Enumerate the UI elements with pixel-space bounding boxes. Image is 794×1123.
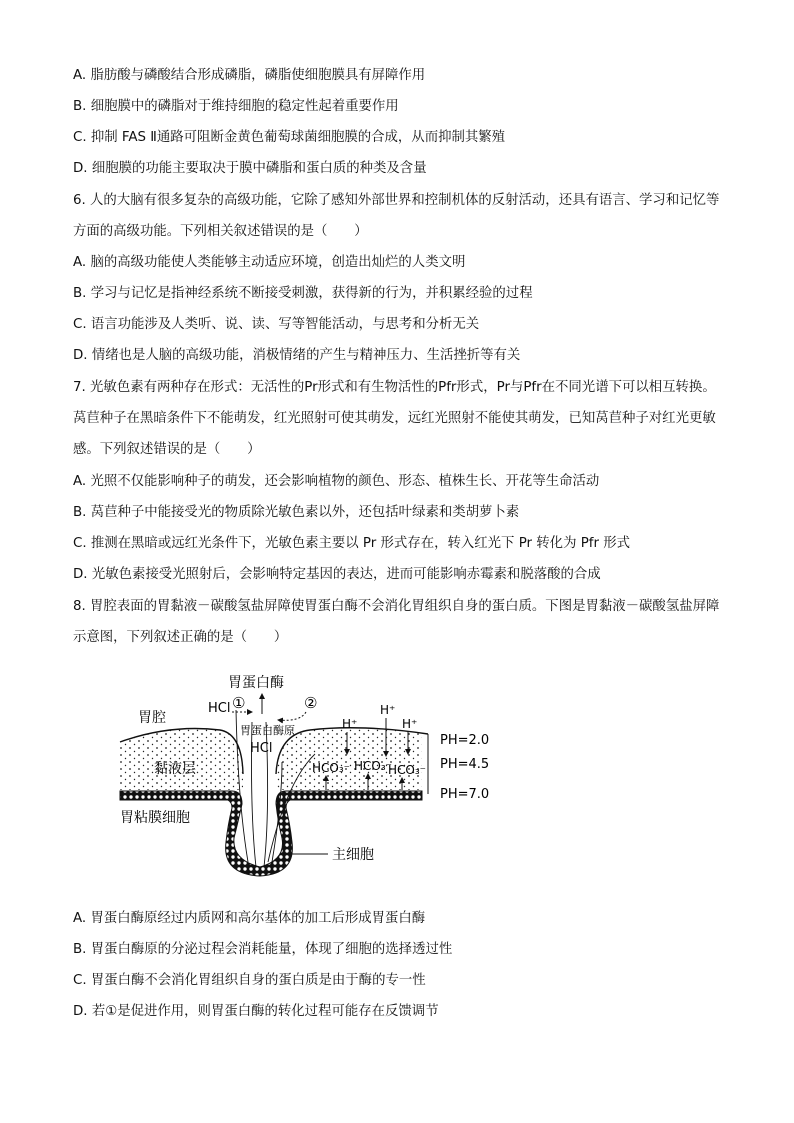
q7-option-b: B. 莴苣种子中能接受光的物质除光敏色素以外，还包括叶绿素和类胡萝卜素 <box>73 505 520 520</box>
q7-option-a: A. 光照不仅能影响种子的萌发，还会影响植物的颜色、形态、植株生长、开花等生命活动 <box>73 474 600 489</box>
h-ion-1: H⁺ <box>342 717 358 731</box>
q6-stem: 6. 人的大脑有很多复杂的高级功能，它除了感知外部世界和控制机体的反射活动，还具有语言、学习和记忆等方面的高级功能。下列相关叙述错误的是（ ） <box>73 193 720 239</box>
epithelial-band <box>120 791 422 876</box>
q6-option-c: C. 语言功能涉及人类听、说、读、写等智能活动，与思考和分析无关 <box>73 317 480 332</box>
feedback-arrow <box>278 712 306 720</box>
q5-option-a: A. 脂肪酸与磷酸结合形成磷脂，磷脂使细胞膜具有屏障作用 <box>73 68 426 83</box>
q8-option-b: B. 胃蛋白酶原的分泌过程会消耗能量，体现了细胞的选择透过性 <box>73 942 453 957</box>
q7-option-d: D. 光敏色素接受光照射后，会影响特定基因的表达，进而可能影响赤霉素和脱落酸的合成 <box>73 567 601 582</box>
h-ion-3: H⁺ <box>402 717 418 731</box>
q6-option-a: A. 脑的高级功能使人类能够主动适应环境，创造出灿烂的人类文明 <box>73 255 466 270</box>
q6-option-d: D. 情绪也是人脑的高级功能，消极情绪的产生与精神压力、生活挫折等有关 <box>73 348 521 363</box>
q8-option-a: A. 胃蛋白酶原经过内质网和高尔基体的加工后形成胃蛋白酶 <box>73 911 426 926</box>
ph-top: PH=2.0 <box>440 733 490 748</box>
ph-mid: PH=4.5 <box>440 757 490 772</box>
bicarbonate-1: HCO₃⁻ <box>312 761 350 775</box>
gastric-barrier-figure <box>110 662 510 897</box>
hcl-center-label: HCl <box>250 741 273 756</box>
hcl-left-label: HCl <box>208 701 231 716</box>
mucus-layer-region <box>120 729 243 791</box>
q6-option-b: B. 学习与记忆是指神经系统不断接受刺激，获得新的行为，并积累经验的过程 <box>73 286 533 301</box>
q8-option-c: C. 胃蛋白酶不会消化胃组织自身的蛋白质是由于酶的专一性 <box>73 973 426 988</box>
q7-option-c: C. 推测在黑暗或远红光条件下，光敏色素主要以 Pr 形式存在，转入红光下 Pr 转化为 Pfr 形式 <box>73 536 631 551</box>
chief-cell-label: 主细胞 <box>332 847 374 863</box>
q8-option-d: D. 若①是促进作用，则胃蛋白酶的转化过程可能存在反馈调节 <box>73 1004 439 1019</box>
pepsin-label: 胃蛋白酶 <box>228 675 284 691</box>
circle-1: ① <box>232 694 246 712</box>
pepsinogen-label: 胃蛋白酶原 <box>240 724 295 737</box>
q5-option-d: D. 细胞膜的功能主要取决于膜中磷脂和蛋白质的种类及含量 <box>73 161 427 176</box>
ph-bottom: PH=7.0 <box>440 787 490 802</box>
stomach-cavity-label: 胃腔 <box>138 710 166 726</box>
bicarbonate-3: HCO₃⁻ <box>388 763 426 777</box>
circle-2: ② <box>304 694 318 712</box>
h-ion-2: H⁺ <box>380 703 396 717</box>
mucosa-cell-label: 胃粘膜细胞 <box>120 810 190 826</box>
bicarbonate-2: HCO₃⁻ <box>354 759 392 773</box>
q7-stem: 7. 光敏色素有两种存在形式：无活性的Pr形式和有生物活性的Pfr形式，Pr与Pfr在不同光谱下可以相互转换。莴苣种子在黑暗条件下不能萌发，红光照射可使其萌发，远红光照射不能使其萌发，已知莴苣种子对红光更敏感。下列叙述错误的是（ ） <box>73 380 716 457</box>
q5-option-b: B. 细胞膜中的磷脂对于维持细胞的稳定性起着重要作用 <box>73 99 399 114</box>
mucus-layer-region-right <box>276 728 422 790</box>
q8-stem: 8. 胃腔表面的胃黏液－碳酸氢盐屏障使胃蛋白酶不会消化胃组织自身的蛋白质。下图是胃黏液－碳酸氢盐屏障示意图，下列叙述正确的是（ ） <box>73 599 720 645</box>
q5-option-c: C. 抑制 FAS Ⅱ通路可阻断金黄色葡萄球菌细胞膜的合成，从而抑制其繁殖 <box>73 130 506 145</box>
mucus-layer-label: 黏液层 <box>154 761 196 777</box>
